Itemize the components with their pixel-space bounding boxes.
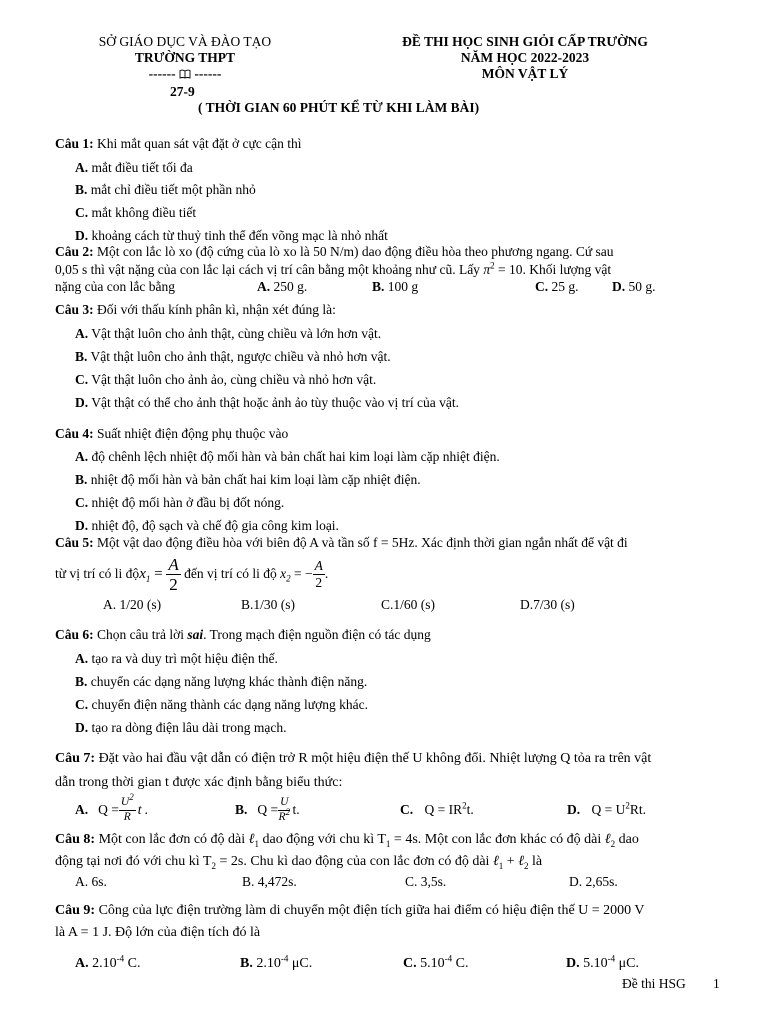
q8-option-d[interactable] [569, 874, 618, 891]
exponent: 2 [462, 800, 467, 811]
text: = 10. Khối lượng vật [494, 262, 612, 277]
option-text: nhiệt độ, độ sạch và chế độ gia công kim loại. [88, 518, 339, 533]
question-label: Câu 8: [55, 832, 96, 847]
q6-option-c[interactable] [75, 697, 368, 714]
numerator: A [168, 554, 179, 574]
ell-symbol: ℓ [492, 854, 499, 869]
option-key: D. [75, 518, 89, 533]
q9-option-d[interactable] [566, 955, 639, 973]
option-text: Vật thật luôn cho ảnh thật, cùng chiều và lớn hơn vật. [88, 326, 382, 341]
option-text: tạo ra dòng điện lâu dài trong mạch. [88, 720, 287, 735]
formula-suffix: t . [137, 801, 149, 817]
formula-prefix: Q = [98, 801, 119, 817]
option-text: mắt chỉ điều tiết một phần nhỏ [87, 182, 256, 197]
option-key: A. [75, 956, 89, 971]
option-text: nhiệt độ mối hàn ở đầu bị đốt nóng. [88, 495, 285, 510]
q6-option-d[interactable] [75, 720, 286, 737]
pi-symbol: π [483, 262, 491, 277]
option-key: D. [75, 395, 89, 410]
option-text: 1/20 (s) [116, 597, 162, 612]
subscript: 1 [254, 838, 259, 849]
option-key: B. [372, 279, 385, 294]
q1-option-c[interactable] [75, 205, 196, 222]
option-key: C. [75, 372, 89, 387]
question-9 [55, 902, 645, 920]
text: = 4s. Một con lắc đơn khác có độ dài [390, 832, 605, 847]
base: 2.10 [252, 956, 281, 971]
option-key: D. [75, 228, 89, 243]
formula [425, 802, 474, 817]
text: đến vị trí có li độ [180, 565, 281, 581]
option-key: A. [75, 449, 89, 464]
footer-label: Đề thi HSG [622, 976, 686, 991]
q5-option-c[interactable] [381, 597, 435, 614]
option-text: Vật thật có thể cho ảnh thật hoặc ảnh ảo tùy thuộc vào vị trí của vật. [88, 395, 460, 410]
question-4 [55, 426, 288, 443]
exponent: -4 [280, 953, 289, 964]
q9-option-b[interactable] [240, 955, 312, 973]
q7-option-a[interactable] [75, 792, 148, 828]
exponent: -4 [444, 953, 453, 964]
question-2-line3: nặng của con lắc bằng [55, 279, 175, 294]
book-icon [179, 69, 191, 79]
text: Rt. [629, 802, 647, 817]
fraction-u2-over-r [119, 792, 136, 823]
q2-option-a[interactable] [257, 279, 307, 296]
exponent: 2 [490, 260, 495, 271]
dash-left: ------ [148, 66, 176, 81]
option-text: Vật thật luôn cho ảnh thật, ngược chiều và nhỏ hơn vật. [87, 349, 391, 364]
exponent: 2 [625, 800, 630, 811]
question-label: Câu 9: [55, 903, 96, 918]
page-number: 1 [713, 976, 720, 991]
exponent: -4 [607, 953, 616, 964]
option-text: 1/30 (s) [253, 597, 296, 612]
var: R [278, 810, 286, 823]
option-text: 1/60 (s) [393, 597, 436, 612]
option-text: 100 g [384, 279, 419, 294]
question-text: Đối với thấu kính phân kì, nhận xét đúng là: [93, 302, 336, 317]
ell-symbol: ℓ [248, 832, 255, 847]
school-name: TRƯỜNG THPT [134, 50, 236, 65]
subscript: 1 [385, 838, 391, 849]
option-key: A. [75, 160, 89, 175]
question-8-line2 [55, 853, 542, 871]
q2-option-b[interactable] [372, 279, 418, 296]
emphasis-sai: sai [187, 627, 204, 642]
text: = 2s. Chu kì dao động của con lắc đơn có độ dài [215, 854, 493, 869]
fraction-a-over-2-negative [313, 559, 325, 589]
option-key: B. [75, 472, 88, 487]
option-text: nhiệt độ mối hàn và bản chất hai kim loại làm cặp nhiệt điện. [87, 472, 421, 487]
question-7 [55, 750, 651, 768]
q5-option-a[interactable] [103, 597, 161, 614]
numerator [119, 792, 136, 811]
question-label: Câu 1: [55, 136, 94, 151]
text: từ vị trí có li độ [55, 565, 140, 581]
q1-option-a[interactable] [75, 160, 193, 177]
var: U [120, 796, 130, 808]
q3-option-c[interactable] [75, 372, 376, 389]
option-key: C. [403, 956, 417, 971]
q4-option-b[interactable] [75, 472, 421, 489]
option-text: chuyển điện năng thành các dạng năng lượng khác. [88, 697, 368, 712]
x2-symbol [280, 566, 291, 583]
q6-option-b[interactable] [75, 674, 367, 691]
question-6 [55, 627, 431, 644]
formula [592, 802, 647, 817]
question-label: Câu 2: [55, 244, 94, 259]
q8-option-b[interactable] [242, 874, 297, 891]
dash-right: ------ [194, 66, 222, 81]
numerator: U [278, 797, 290, 811]
school-department: SỞ GIÁO DỤC VÀ ĐÀO TẠO [98, 34, 272, 49]
option-text: Vật thật luôn cho ảnh ảo, cùng chiều và nhỏ hơn vật. [88, 372, 377, 387]
unit: C. [452, 956, 469, 971]
denominator [278, 806, 291, 824]
header-divider [60, 66, 310, 83]
option-text: độ chênh lệch nhiệt độ mối hàn và bản chất hai kim loại làm cặp nhiệt điện. [88, 449, 500, 464]
var: x [139, 565, 146, 582]
option-key: D. [75, 720, 89, 735]
q6-option-a[interactable] [75, 651, 278, 668]
option-text: 2,65s. [582, 874, 618, 889]
question-9-line2: là A = 1 J. Độ lớn của điện tích đó là [55, 925, 261, 940]
text: dao [615, 832, 639, 847]
option-key: B. [75, 182, 88, 197]
q4-option-d[interactable] [75, 518, 339, 535]
q1-option-b[interactable] [75, 182, 256, 199]
option-key: C. [535, 279, 549, 294]
option-key: B. [75, 674, 88, 689]
ell-symbol: ℓ [518, 854, 525, 869]
option-key: B. [75, 349, 88, 364]
question-2-line2 [55, 262, 611, 279]
q1-option-d[interactable] [75, 228, 388, 245]
q5-option-b[interactable] [241, 597, 295, 614]
fraction-a-over-2 [166, 556, 180, 593]
q7-option-d[interactable] [567, 802, 646, 819]
option-key: C. [400, 802, 414, 817]
q9-option-c[interactable] [403, 955, 468, 973]
exam-code: 27-9 [170, 84, 195, 99]
equals-minus: = − [290, 565, 313, 581]
question-label: Câu 3: [55, 302, 94, 317]
text: là [528, 854, 543, 869]
question-label: Câu 5: [55, 535, 94, 550]
option-key: D. [612, 279, 626, 294]
option-key: C. [405, 874, 418, 889]
formula-prefix: Q = [257, 801, 279, 817]
option-key: C. [75, 205, 89, 220]
text: động tại nơi đó với chu kì T [55, 854, 212, 869]
q3-option-a[interactable] [75, 326, 381, 343]
question-label: Câu 6: [55, 627, 94, 642]
option-text: 4,472s. [254, 874, 297, 889]
option-key: B. [235, 801, 248, 817]
x1-symbol [139, 565, 150, 584]
option-text: chuyển các dạng năng lượng khác thành điện năng. [87, 674, 368, 689]
subscript: 1 [145, 573, 151, 584]
q2-option-c[interactable] [535, 279, 579, 296]
question-label: Câu 7: [55, 751, 96, 766]
q2-option-d[interactable] [612, 279, 656, 296]
q5-option-d[interactable] [520, 597, 575, 614]
subscript: 2 [610, 838, 616, 849]
option-text: mắt không điều tiết [88, 205, 197, 220]
question-3 [55, 302, 336, 319]
option-key: B. [242, 874, 255, 889]
q8-option-c[interactable] [405, 874, 446, 891]
text: t. [466, 802, 474, 817]
question-text: Chọn câu trả lời [93, 627, 188, 642]
q8-option-a[interactable] [75, 874, 107, 891]
option-key: A. [257, 279, 271, 294]
text: dao động với chu kì T [259, 832, 386, 847]
option-key: B. [241, 597, 254, 612]
question-text: Khi mắt quan sát vật đặt ở cực cận thì [93, 136, 302, 151]
denominator: R [123, 810, 131, 823]
option-text: 6s. [88, 874, 107, 889]
q7-option-b[interactable] [235, 792, 300, 828]
q7-option-c[interactable] [400, 802, 474, 819]
option-text: 25 g. [548, 279, 579, 294]
text: Một con lắc đơn có độ dài [95, 832, 249, 847]
option-key: A. [75, 801, 89, 817]
subject: MÔN VẬT LÝ [481, 66, 569, 81]
question-text: Suất nhiệt điện động phụ thuộc vào [93, 426, 289, 441]
numerator: A [314, 558, 323, 573]
option-text: tạo ra và duy trì một hiệu điện thế. [88, 651, 278, 666]
option-text: mắt điều tiết tối đa [88, 160, 193, 175]
subscript: 2 [286, 573, 291, 584]
q3-option-b[interactable] [75, 349, 391, 366]
question-label: Câu 4: [55, 426, 94, 441]
exam-title: ĐỀ THI HỌC SINH GIỎI CẤP TRƯỜNG [402, 34, 648, 49]
subscript: 2 [211, 860, 216, 871]
option-key: D. [566, 956, 580, 971]
denominator: 2 [315, 574, 323, 590]
option-key: A. [75, 651, 89, 666]
exponent: 2 [285, 806, 291, 817]
option-key: B. [240, 956, 253, 971]
question-text-rest: . Trong mạch điện nguồn điện có tác dụng [203, 627, 431, 642]
option-text: 250 g. [270, 279, 308, 294]
option-text: 7/30 (s) [533, 597, 575, 612]
time-limit: ( THỜI GIAN 60 PHÚT KỂ TỪ KHI LÀM BÀI) [198, 100, 480, 115]
equals: = [150, 565, 167, 582]
question-5 [55, 535, 628, 552]
question-2 [55, 244, 614, 261]
question-text: Đặt vào hai đầu vật dẫn có điện trở R một hiệu điện thế U không đổi. Nhiệt lượng Q tỏa ra trên vật [95, 751, 652, 766]
base: 5.10 [416, 956, 445, 971]
base: 2.10 [88, 956, 117, 971]
option-key: D. [520, 597, 534, 612]
option-key: D. [569, 874, 583, 889]
text: Q = IR [424, 802, 463, 817]
exponent: 2 [129, 792, 134, 803]
question-text: Một vật dao động điều hòa với biên độ A và tần số f = 5Hz. Xác định thời gian ngắn nhất để vật đi [93, 535, 628, 550]
question-text: Công của lực điện trường làm di chuyển một điện tích giữa hai điểm có hiệu điện thế U = 2000 V [95, 903, 645, 918]
option-key: C. [381, 597, 394, 612]
option-text: 3,5s. [417, 874, 447, 889]
q4-option-c[interactable] [75, 495, 284, 512]
q9-option-a[interactable] [75, 955, 140, 973]
question-8 [55, 831, 639, 849]
school-year: NĂM HỌC 2022-2023 [460, 50, 590, 65]
subscript: 2 [524, 860, 529, 871]
question-5-line2 [55, 556, 328, 592]
option-key: A. [103, 597, 117, 612]
plus-sign: + [503, 854, 519, 869]
base: 5.10 [579, 956, 608, 971]
fraction-u-over-r2 [278, 797, 290, 823]
q3-option-d[interactable] [75, 395, 459, 412]
option-key: A. [75, 874, 89, 889]
question-7-line2: dẫn trong thời gian t được xác định bằng biểu thức: [55, 775, 343, 790]
unit: μC. [615, 956, 639, 971]
option-key: D. [567, 802, 581, 817]
q4-option-a[interactable] [75, 449, 500, 466]
option-key: C. [75, 697, 89, 712]
denominator: 2 [169, 574, 178, 594]
ell-symbol: ℓ [604, 832, 611, 847]
var: x [280, 565, 287, 581]
formula-suffix: t. [292, 801, 300, 817]
option-key: A. [75, 326, 89, 341]
period: . [324, 565, 329, 581]
text: Q = U [591, 802, 626, 817]
option-text: 50 g. [625, 279, 656, 294]
option-text: khoảng cách từ thuỷ tinh thể đến võng mạc là nhỏ nhất [88, 228, 388, 243]
subscript: 1 [498, 860, 504, 871]
option-key: C. [75, 495, 89, 510]
exponent: -4 [116, 953, 125, 964]
question-1 [55, 136, 302, 153]
question-text: Một con lắc lò xo (độ cứng của lò xo là 50 N/m) dao động điều hòa theo phương ngang. Cứ sau [93, 244, 614, 259]
text: 0,05 s thì vật nặng của con lắc lại cách vị trí cân bằng một khoảng như cũ. Lấy [55, 262, 484, 277]
unit: μC. [288, 956, 313, 971]
unit: C. [124, 956, 141, 971]
